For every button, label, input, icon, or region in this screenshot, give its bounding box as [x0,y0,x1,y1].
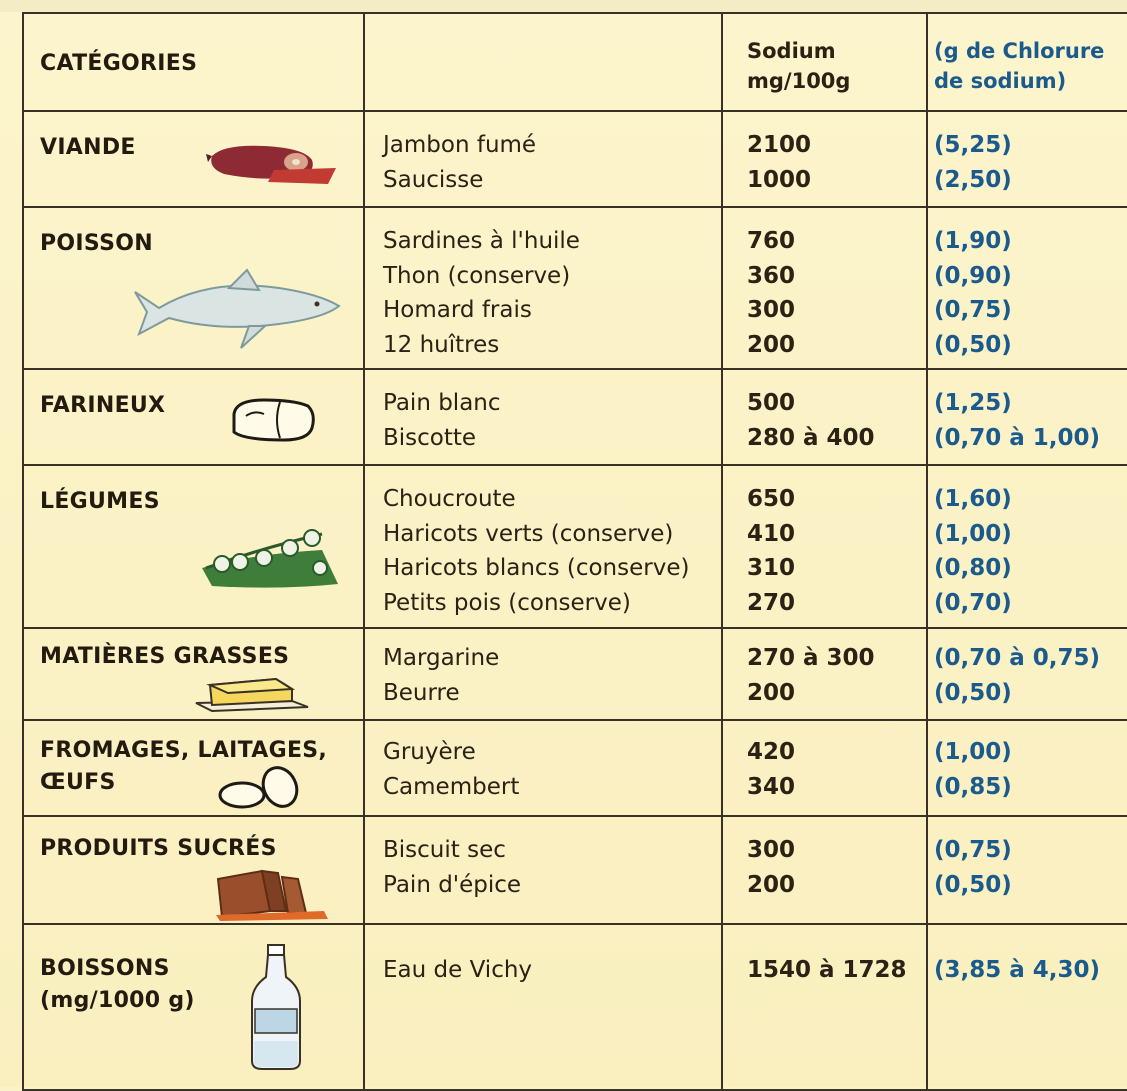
sodium-cell [722,207,927,369]
salt-value: (0,75) [934,837,1012,863]
table-row [23,369,1127,465]
food-item: Gruyère [383,739,476,765]
salt-cell [927,628,1127,720]
header-sodium-line2: mg/100g [747,69,851,93]
salt-value: (1,25) [934,390,1012,416]
category-label: PRODUITS SUCRÉS [40,836,277,861]
table-row [23,207,1127,369]
salt-value: (3,85 à 4,30) [934,957,1101,983]
category-cell [23,369,364,465]
top-band [0,0,1127,12]
sodium-cell [722,720,927,816]
sodium-value: 340 [747,773,796,800]
food-item: Pain d'épice [383,871,522,898]
category-label: FROMAGES, LAITAGES, [40,738,328,763]
salt-cell [927,465,1127,628]
peas-icon [182,524,342,594]
salt-value: (0,50) [934,679,1012,706]
category-label: FARINEUX [40,393,166,418]
food-item: Margarine [383,645,500,671]
food-item: Biscuit sec [383,837,506,863]
sodium-value: 270 [747,589,796,616]
sodium-value: 410 [747,520,796,547]
food-item: Sardines à l'huile [383,228,580,254]
sodium-value: 200 [747,331,796,358]
eggs-icon [204,765,314,813]
food-item: Homard frais [383,297,532,323]
table-row [23,465,1127,628]
butter-icon [192,673,312,715]
header-category: CATÉGORIES [40,51,198,76]
food-cell [364,465,722,628]
salt-cell [927,111,1127,207]
salt-value: (0,50) [934,871,1012,898]
food-item: Saucisse [383,166,484,193]
category-label: ŒUFS [40,770,116,795]
salt-value: (1,00) [934,520,1012,547]
food-item: Camembert [383,773,520,800]
ham-icon [204,134,344,189]
sodium-value: 500 [747,390,796,416]
category-label: BOISSONS [40,956,170,981]
sodium-value: 300 [747,837,796,863]
category-cell [23,207,364,369]
sodium-value: 760 [747,228,796,254]
salt-value: (0,70 à 0,75) [934,645,1101,671]
category-label: LÉGUMES [40,489,160,514]
food-item: Pain blanc [383,390,501,416]
category-cell [23,628,364,720]
sodium-cell [722,924,927,1090]
gingerbread-icon [212,867,332,923]
bread-icon [224,394,319,446]
food-item: Jambon fumé [383,132,537,158]
salt-value: (0,75) [934,297,1012,323]
category-cell [23,924,364,1090]
salt-value: (1,60) [934,486,1012,512]
sodium-value: 650 [747,486,796,512]
header-row [23,13,1127,111]
sodium-cell [722,465,927,628]
sodium-cell [722,628,927,720]
category-label: VIANDE [40,135,136,160]
salt-cell [927,720,1127,816]
food-cell [364,628,722,720]
salt-cell [927,207,1127,369]
sodium-value: 200 [747,679,796,706]
food-item: Eau de Vichy [383,957,533,983]
food-item: Choucroute [383,486,516,512]
fish-icon [129,268,349,353]
sodium-value: 420 [747,739,796,765]
salt-cell [927,816,1127,924]
food-cell [364,816,722,924]
salt-value: (0,50) [934,331,1012,358]
food-item: Thon (conserve) [383,262,571,289]
sodium-value: 1000 [747,166,812,193]
header-category-cell [23,13,364,111]
sodium-cell [722,369,927,465]
food-cell [364,924,722,1090]
food-item: Beurre [383,679,460,706]
salt-value: (1,00) [934,739,1012,765]
category-cell [23,720,364,816]
salt-value: (0,70) [934,589,1012,616]
header-chlorure-cell [927,13,1127,111]
category-cell [23,816,364,924]
sodium-value: 200 [747,871,796,898]
table-row [23,111,1127,207]
header-sodium-cell [722,13,927,111]
salt-value: (1,90) [934,228,1012,254]
food-item: Petits pois (conserve) [383,589,631,616]
salt-value: (0,80) [934,555,1012,581]
sodium-value: 310 [747,555,796,581]
sodium-value: 2100 [747,132,812,158]
food-item: 12 huîtres [383,331,500,358]
salt-value: (2,50) [934,166,1012,193]
sodium-value: 270 à 300 [747,645,875,671]
salt-value: (5,25) [934,132,1012,158]
salt-value: (0,70 à 1,00) [934,424,1101,451]
food-cell [364,111,722,207]
category-cell [23,111,364,207]
salt-value: (0,85) [934,773,1012,800]
header-chlorure-line1: (g de Chlorure [934,39,1105,63]
sodium-table [22,12,1127,1091]
sodium-value: 1540 à 1728 [747,957,907,983]
food-item: Biscotte [383,424,477,451]
food-cell [364,720,722,816]
food-cell [364,207,722,369]
table-row [23,720,1127,816]
category-label: POISSON [40,231,153,256]
sodium-value: 300 [747,297,796,323]
table-row [23,816,1127,924]
salt-cell [927,924,1127,1090]
table-row [23,628,1127,720]
table-row [23,924,1127,1090]
water-bottle-icon [242,943,312,1073]
sodium-cell [722,816,927,924]
category-label: (mg/1000 g) [40,988,195,1013]
food-item: Haricots blancs (conserve) [383,555,690,581]
header-food-cell [364,13,722,111]
salt-cell [927,369,1127,465]
sodium-value: 280 à 400 [747,424,875,451]
food-cell [364,369,722,465]
sodium-value: 360 [747,262,796,289]
sodium-cell [722,111,927,207]
food-item: Haricots verts (conserve) [383,520,674,547]
header-sodium-line1: Sodium [747,39,836,63]
category-label: MATIÈRES GRASSES [40,644,290,669]
header-chlorure-line2: de sodium) [934,69,1067,93]
category-cell [23,465,364,628]
salt-value: (0,90) [934,262,1012,289]
